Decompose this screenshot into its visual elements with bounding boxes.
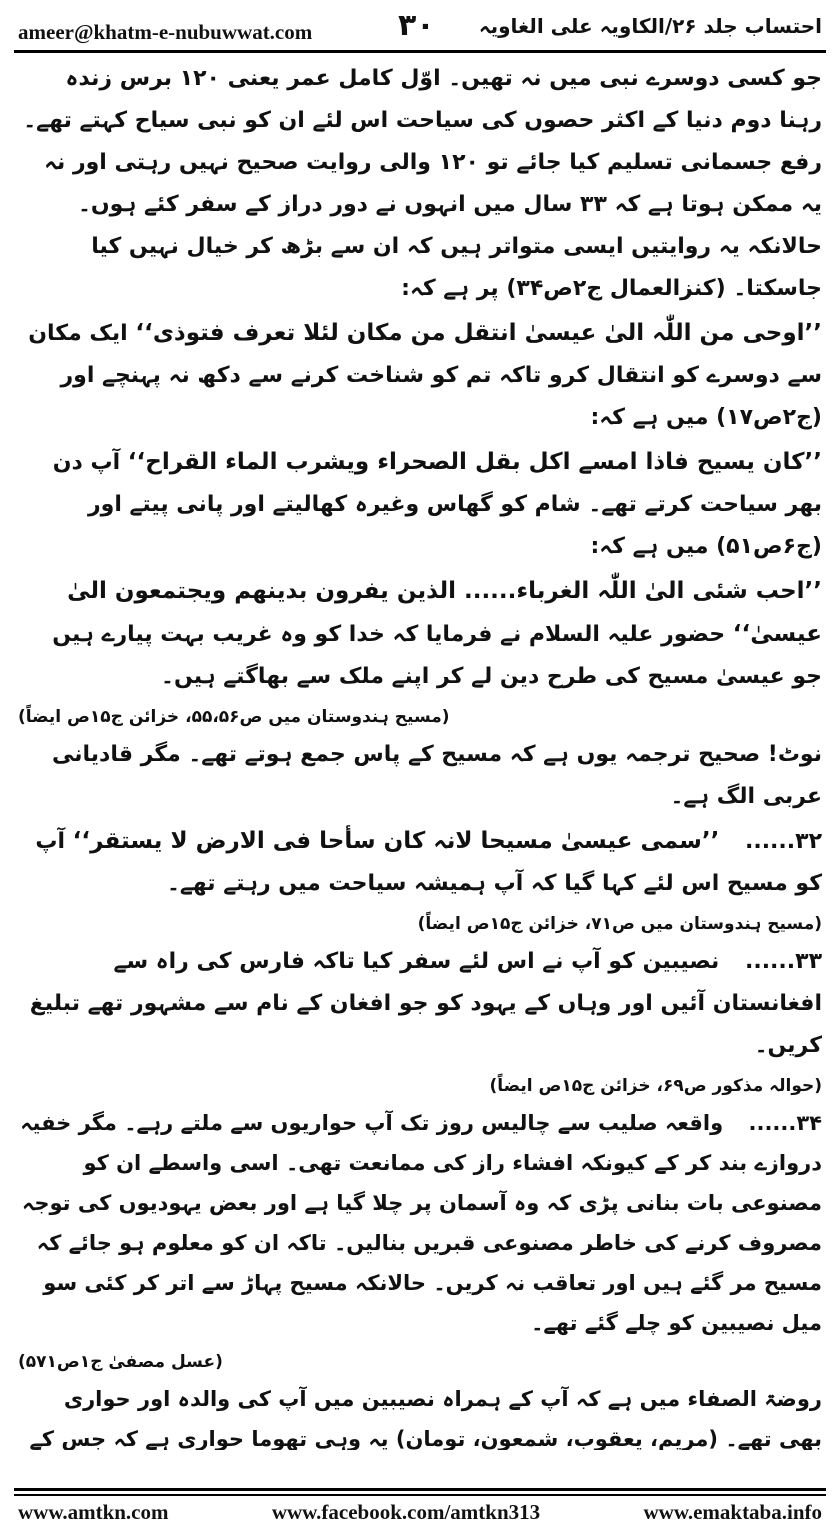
item-34-reference: (عسل مصفیٰ ج۱ص۵۷۱): [18, 1352, 223, 1372]
quote-3: [18, 570, 822, 698]
item-33-reference: (حوالہ مذکور ص۶۹، خزائن ج۱۵ص ایضاً): [489, 1076, 822, 1096]
item-32-urdu: آپ کو مسیح اس لئے کہا گیا کہ آپ ہمیشہ سیاحت میں رہتے تھے۔: [35, 829, 822, 896]
item-34-number: ۳۴......: [748, 1111, 822, 1135]
quote-3-reference: (مسیح ہندوستان میں ص۵۵،۵۶، خزائن ج۱۵ص ایضاً): [18, 707, 450, 727]
item-33-number: ۳۳......: [744, 949, 822, 974]
quote-3-arabic: ’’احب شئی الیٰ اللّٰہ الغرباء...... الذین یفرون بدینھم ویجتمعون الیٰ عیسیٰ‘‘: [67, 578, 822, 647]
quote-1-urdu: ایک مکان سے دوسرے کو انتقال کرو تاکہ تم کو شناخت کرنے سے دکھ نہ پہنچے اور (ج۲ص۱۷) میں ہے کہ:: [28, 321, 822, 430]
quote-2-arabic: ’’کان یسیح فاذا امسے اکل بقل الصحراء ویشرب الماء القراح‘‘: [127, 449, 822, 475]
page-footer: [0, 1488, 840, 1540]
footer-rule-thick: [14, 1488, 826, 1491]
quote-1: [18, 312, 822, 439]
quote-1-arabic: ’’اوحی من اللّٰہ الیٰ عیسیٰ انتقل من مکان لئلا تعرف فتوذی‘‘: [135, 320, 822, 346]
header-email[interactable]: ameer@khatm-e-nubuwwat.com: [18, 20, 313, 44]
item-32-reference: (مسیح ہندوستان میں ص۷۱، خزائن ج۱۵ص ایضاً): [417, 914, 822, 934]
page-header: [0, 0, 840, 48]
item-34-text: واقعہ صلیب سے چالیس روز تک آپ حواریوں سے ملتے رہے۔ مگر خفیہ دروازے بند کر کے کیونکہ افشاء راز کی ممانعت تھی۔ اسی واسطے ان کو مصنوعی بات بنانی پڑی کہ وہ آسمان پر چلا گیا ہے اور بعض یہودیوں کی توجہ مصروف کرنے کی خاطر مصنوعی قبریں بنالیں۔ تاکہ ان کو معلوم ہو جائے کہ مسیح مر گئے ہیں اور تعاقب نہ کریں۔ حالانکہ مسیح پہاڑ سے اتر کر کئی سو میل نصیبین کو چلے گئے تھے۔: [20, 1111, 822, 1335]
paragraph-1: جو کسی دوسرے نبی میں نہ تھیں۔ اوّل کامل عمر یعنی ۱۲۰ برس زندہ رہنا دوم دنیا کے اکثر حصوں کی سیاحت اس لئے ان کو نبی سیاح کہتے تھے۔ رفع جسمانی تسلیم کیا جائے تو ۱۲۰ والی روایت صحیح نہیں رہتی اور نہ یہ ممکن ہوتا ہے کہ ۳۳ سال میں انہوں نے دور دراز کے سفر کئے ہوں۔ حالانکہ یہ روایتیں ایسی متواتر ہیں کہ ان سے بڑھ کر خیال نہیں کیا جاسکتا۔ (کنزالعمال ج۲ص۳۴) پر ہے کہ:: [23, 66, 822, 301]
translation-note: نوٹ! صحیح ترجمہ یوں ہے کہ مسیح کے پاس جمع ہوتے تھے۔ مگر قادیانی عربی الگ ہے۔: [52, 742, 822, 809]
footer-links: [18, 1500, 822, 1525]
quote-3-urdu: حضور علیہ السلام نے فرمایا کہ خدا کو وہ غریب بہت پیارے ہیں جو عیسیٰ مسیح کی طرح دین لے کر اپنے ملک سے بھاگتے ہیں۔: [52, 622, 822, 689]
item-33-text: نصیبین کو آپ نے اس لئے سفر کیا تاکہ فارس کی راہ سے افغانستان آئیں اور وہاں کے یہود کو جو افغان کے نام سے مشہور تھے تبلیغ کریں۔: [29, 949, 822, 1058]
footer-link-facebook[interactable]: www.facebook.com/amtkn313: [271, 1500, 541, 1524]
closing-paragraph: روضۃ الصفاء میں ہے کہ آپ کے ہمراہ نصیبین میں آپ کی والدہ اور حواری بھی تھے۔ (مریم، یعقوب، شمعون، تومان) یہ وہی تھوما حواری ہے کہ جس کے: [29, 1387, 822, 1450]
quote-2: [18, 441, 822, 568]
item-32-number: ۳۲......: [744, 829, 822, 854]
header-rule: [14, 50, 826, 53]
footer-link-emaktaba[interactable]: www.emaktaba.info: [643, 1500, 822, 1524]
page-number: ۳۰: [398, 8, 435, 43]
item-34: [18, 1103, 822, 1343]
quote-2-urdu: آپ دن بھر سیاحت کرتے تھے۔ شام کو گھاس وغیرہ کھالیتے اور پانی پیتے اور (ج۶ص۵۱) میں ہے کہ:: [52, 450, 822, 559]
footer-link-amtkn[interactable]: www.amtkn.com: [18, 1500, 169, 1524]
item-32-arabic: ’’سمی عیسیٰ مسیحا لانہ کان سأحا فی الارض لا یستقر‘‘: [72, 828, 720, 854]
page-body: [18, 58, 822, 1450]
footer-rule-thin: [14, 1494, 826, 1496]
book-title: احتساب جلد ۲۶/الکاویہ علی الغاویہ: [478, 14, 822, 38]
item-32: [18, 820, 822, 905]
item-33: [18, 941, 822, 1067]
